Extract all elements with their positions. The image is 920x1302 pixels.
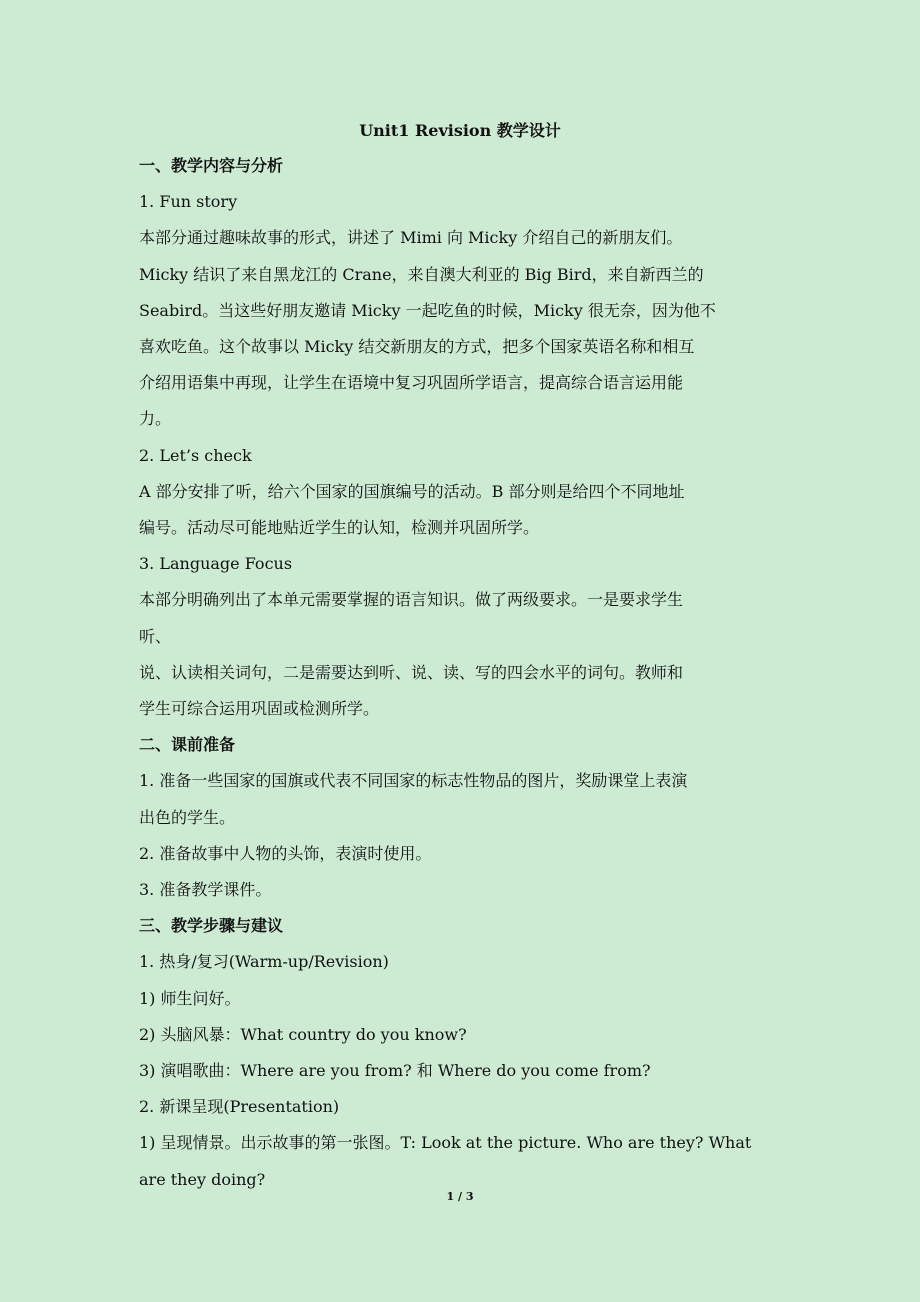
text-line: 本部分通过趣味故事的形式，讲述了 Mimi 向 Micky 介绍自己的新朋友们。 xyxy=(139,228,683,248)
text-line: 1. 准备一些国家的国旗或代表不同国家的标志性物品的图片，奖励课堂上表演 xyxy=(139,771,688,791)
section-heading: 三、教学步骤与建议 xyxy=(139,916,284,936)
text-line: 编号。活动尽可能地贴近学生的认知，检测并巩固所学。 xyxy=(139,518,540,538)
text-line: 2) 头脑风暴：What country do you know? xyxy=(139,1024,467,1044)
text-line: 3. Language Focus xyxy=(139,554,293,574)
text-line: 力。 xyxy=(139,409,172,429)
text-line: Seabird。当这些好朋友邀请 Micky 一起吃鱼的时候，Micky 很无奈，因为他不 xyxy=(139,300,716,320)
text-line: 介绍用语集中再现，让学生在语境中复习巩固所学语言，提高综合语言运用能 xyxy=(139,373,684,393)
document-title: Unit1 Revision 教学设计 xyxy=(359,121,561,140)
text-line: 喜欢吃鱼。这个故事以 Micky 结交新朋友的方式，把多个国家英语名称和相互 xyxy=(139,337,695,357)
text-line: 1) 呈现情景。出示故事的第一张图。T: Look at the picture. Who are they? What xyxy=(139,1133,752,1153)
text-line: 2. Let’s check xyxy=(139,445,252,465)
text-line: 2. 准备故事中人物的头饰，表演时使用。 xyxy=(139,843,432,863)
section-heading: 一、教学内容与分析 xyxy=(139,156,284,175)
text-line: 听、 xyxy=(139,626,172,646)
document-body xyxy=(139,148,789,1198)
text-line: 1) 师生问好。 xyxy=(139,988,241,1008)
text-line: 1. 热身/复习(Warm-up/Revision) xyxy=(139,952,389,972)
text-line: 出色的学生。 xyxy=(139,807,236,827)
text-line: 学生可综合运用巩固或检测所学。 xyxy=(139,699,380,719)
text-line: 1. Fun story xyxy=(139,192,238,212)
text-line: Micky 结识了来自黑龙江的 Crane，来自澳大利亚的 Big Bird，来自新西兰的 xyxy=(139,264,704,284)
text-line: 3) 演唱歌曲：Where are you from? 和 Where do you come from? xyxy=(139,1061,651,1081)
section-heading: 二、课前准备 xyxy=(139,735,236,755)
text-line: are they doing? xyxy=(139,1169,266,1189)
page-number: 1 / 3 xyxy=(446,1190,474,1203)
text-line: 2. 新课呈现(Presentation) xyxy=(139,1097,340,1117)
text-line: A 部分安排了听，给六个国家的国旗编号的活动。B 部分则是给四个不同地址 xyxy=(139,481,685,501)
text-line: 本部分明确列出了本单元需要掌握的语言知识。做了两级要求。一是要求学生 xyxy=(139,590,684,610)
text-line: 说、认读相关词句，二是需要达到听、说、读、写的四会水平的词句。教师和 xyxy=(139,662,684,682)
text-line: 3. 准备教学课件。 xyxy=(139,880,272,900)
